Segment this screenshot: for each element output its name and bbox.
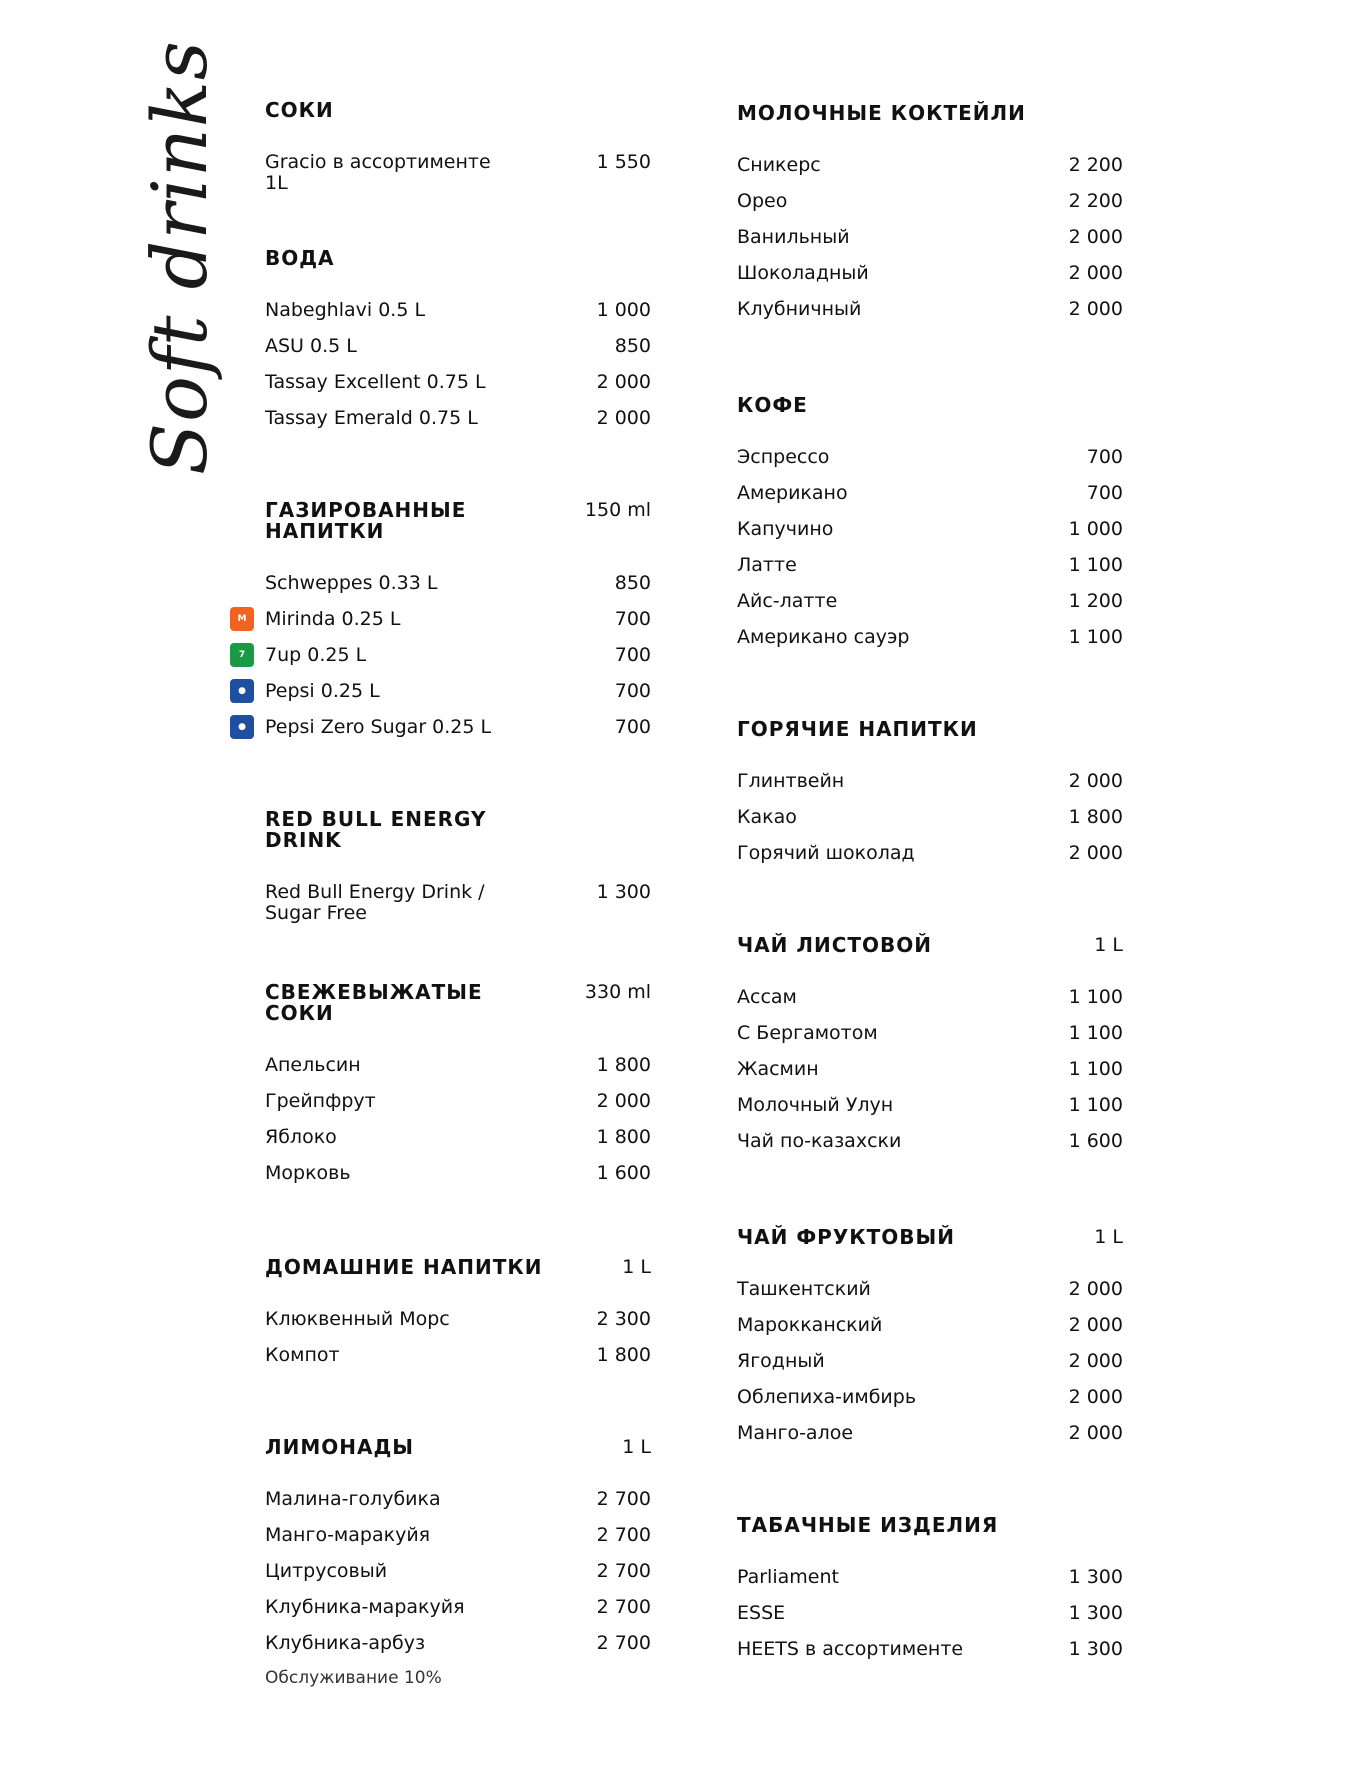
item-price: 2 300 <box>596 1308 651 1330</box>
item-name: Яблоко <box>265 1126 337 1148</box>
item-price: 1 800 <box>596 1344 651 1366</box>
item-price: 1 600 <box>596 1162 651 1184</box>
left-column <box>237 98 651 1669</box>
section-title: ЧАЙ ФРУКТОВЫЙ <box>737 1225 955 1249</box>
menu-item <box>737 1023 1123 1059</box>
item-name: Gracio в ассортименте 1L <box>265 151 491 194</box>
menu-item <box>265 573 651 609</box>
menu-item <box>737 1387 1123 1423</box>
service-charge-note: Обслуживание 10% <box>265 1668 442 1688</box>
item-price: 1 800 <box>596 1126 651 1148</box>
item-name: Tassay Excellent 0.75 L <box>265 371 486 393</box>
item-name: Клубника-маракуйя <box>265 1596 465 1618</box>
menu-section <box>737 103 1123 335</box>
section-title: ВОДА <box>265 246 335 270</box>
section-header <box>737 719 1123 740</box>
section-unit: 1 L <box>1094 1226 1123 1248</box>
item-price: 2 000 <box>1068 1314 1123 1336</box>
item-price: 1 800 <box>596 1054 651 1076</box>
item-price: 2 200 <box>1068 190 1123 212</box>
menu-item <box>737 1131 1123 1167</box>
item-name: Клубника-арбуз <box>265 1632 426 1654</box>
menu-section <box>737 395 1123 663</box>
menu-item <box>265 1525 651 1561</box>
menu-item <box>238 716 651 753</box>
section-title: ТАБАЧНЫЕ ИЗДЕЛИЯ <box>737 1513 999 1537</box>
7up-logo-icon: 7 <box>230 643 254 667</box>
item-name: Компот <box>265 1344 340 1366</box>
item-name: Манго-алое <box>737 1422 854 1444</box>
section-title: RED BULL ENERGY DRINK <box>265 807 487 852</box>
menu-section <box>265 98 651 194</box>
menu-item <box>737 771 1123 807</box>
item-name: Цитрусовый <box>265 1560 388 1582</box>
item-price: 2 000 <box>596 1090 651 1112</box>
item-price: 850 <box>614 335 651 357</box>
item-name: Жасмин <box>737 1058 819 1080</box>
item-name: Ягодный <box>737 1350 825 1372</box>
item-price: 1 100 <box>1068 1022 1123 1044</box>
item-price: 700 <box>614 608 651 630</box>
section-header <box>265 500 651 542</box>
item-name: Red Bull Energy Drink / Sugar Free <box>265 881 485 924</box>
menu-item <box>265 372 651 408</box>
menu-section <box>265 1437 651 1669</box>
menu-section <box>265 1257 651 1381</box>
item-price: 1 100 <box>1068 1058 1123 1080</box>
section-header <box>737 103 1123 124</box>
item-list <box>737 771 1123 879</box>
item-price: 2 700 <box>596 1596 651 1618</box>
item-price: 1 100 <box>1068 1094 1123 1116</box>
menu-item <box>737 447 1123 483</box>
item-name: Сникерс <box>737 154 821 176</box>
mirinda-logo-icon: M <box>230 607 254 631</box>
section-title: ДОМАШНИЕ НАПИТКИ <box>265 1255 543 1279</box>
menu-item <box>737 483 1123 519</box>
item-price: 2 000 <box>1068 770 1123 792</box>
menu-item <box>737 627 1123 663</box>
item-list <box>737 447 1123 663</box>
item-name: Айс-латте <box>737 590 838 612</box>
section-title: ГАЗИРОВАННЫЕ НАПИТКИ <box>265 498 467 543</box>
item-name: Латте <box>737 554 797 576</box>
menu-item <box>265 1091 651 1127</box>
item-name: С Бергамотом <box>737 1022 878 1044</box>
item-price: 2 000 <box>596 407 651 429</box>
item-name: Ванильный <box>737 226 850 248</box>
item-name: Mirinda 0.25 L <box>265 608 401 630</box>
item-price: 700 <box>1086 482 1123 504</box>
menu-item <box>737 227 1123 263</box>
item-name: Облепиха-имбирь <box>737 1386 917 1408</box>
item-name: Клюквенный Морс <box>265 1308 450 1330</box>
menu-item <box>737 555 1123 591</box>
item-name: ASU 0.5 L <box>265 335 357 357</box>
item-name: Pepsi 0.25 L <box>265 680 380 702</box>
item-name: Чай по-казахски <box>737 1130 902 1152</box>
menu-item <box>265 336 651 372</box>
menu-item <box>265 1561 651 1597</box>
item-name: Американо сауэр <box>737 626 910 648</box>
menu-item <box>737 1423 1123 1459</box>
section-header <box>737 1515 1123 1536</box>
item-list <box>265 1309 651 1381</box>
menu-item <box>265 1127 651 1163</box>
item-name: Капучино <box>737 518 834 540</box>
section-title: МОЛОЧНЫЕ КОКТЕЙЛИ <box>737 101 1026 125</box>
item-name: Schweppes 0.33 L <box>265 572 438 594</box>
section-header <box>265 100 651 121</box>
item-price: 2 000 <box>1068 226 1123 248</box>
menu-item <box>737 1315 1123 1351</box>
item-price: 2 700 <box>596 1560 651 1582</box>
menu-item <box>737 1603 1123 1639</box>
menu-item <box>238 680 651 717</box>
item-name: Манго-маракуйя <box>265 1524 431 1546</box>
item-name: Tassay Emerald 0.75 L <box>265 407 478 429</box>
section-header <box>265 809 651 851</box>
item-price: 2 000 <box>596 371 651 393</box>
item-name: Какао <box>737 806 797 828</box>
section-title: ГОРЯЧИЕ НАПИТКИ <box>737 717 978 741</box>
menu-item <box>265 1597 651 1633</box>
item-price: 2 700 <box>596 1488 651 1510</box>
item-list <box>265 882 651 930</box>
item-list <box>237 572 651 753</box>
item-price: 1 100 <box>1068 626 1123 648</box>
item-list <box>737 1567 1123 1675</box>
menu-section <box>737 1515 1123 1675</box>
section-title: ЛИМОНАДЫ <box>265 1435 415 1459</box>
menu-item <box>265 408 651 444</box>
section-unit: 150 ml <box>584 499 651 521</box>
pepsi-logo-icon: ● <box>230 679 254 703</box>
item-name: Орео <box>737 190 788 212</box>
section-header <box>265 248 651 269</box>
menu-item <box>737 299 1123 335</box>
item-price: 1 300 <box>596 881 651 903</box>
section-title: КОФЕ <box>737 393 808 417</box>
item-price: 1 800 <box>1068 806 1123 828</box>
section-unit: 1 L <box>1094 934 1123 956</box>
item-name: Ассам <box>737 986 797 1008</box>
section-header <box>265 982 651 1024</box>
section-title: СВЕЖЕВЫЖАТЫЕ СОКИ <box>265 980 483 1025</box>
menu-item <box>265 300 651 336</box>
item-list <box>737 987 1123 1167</box>
section-header <box>737 935 1123 956</box>
item-price: 2 000 <box>1068 842 1123 864</box>
item-price: 2 000 <box>1068 1278 1123 1300</box>
menu-item <box>237 608 651 645</box>
item-price: 850 <box>614 572 651 594</box>
right-column <box>737 103 1123 1675</box>
menu-section <box>265 809 651 930</box>
item-price: 1 000 <box>1068 518 1123 540</box>
item-name: Марокканский <box>737 1314 883 1336</box>
item-name: Морковь <box>265 1162 351 1184</box>
item-name: Nabeghlavi 0.5 L <box>265 299 426 321</box>
menu-section <box>737 935 1123 1167</box>
side-title: Soft drinks <box>135 40 224 475</box>
item-price: 2 000 <box>1068 298 1123 320</box>
item-list <box>737 155 1123 335</box>
item-price: 1 300 <box>1068 1638 1123 1660</box>
menu-item <box>265 1309 651 1345</box>
item-name: Грейпфрут <box>265 1090 376 1112</box>
item-name: Шоколадный <box>737 262 869 284</box>
item-name: Parliament <box>737 1566 839 1588</box>
item-list <box>265 300 651 444</box>
menu-item <box>737 807 1123 843</box>
item-price: 1 200 <box>1068 590 1123 612</box>
menu-item <box>737 1095 1123 1131</box>
item-price: 2 200 <box>1068 154 1123 176</box>
item-price: 1 100 <box>1068 986 1123 1008</box>
item-name: Горячий шоколад <box>737 842 915 864</box>
section-title: ЧАЙ ЛИСТОВОЙ <box>737 933 932 957</box>
section-header <box>737 1227 1123 1248</box>
item-name: ESSE <box>737 1602 786 1624</box>
menu-section <box>265 982 651 1199</box>
item-price: 1 300 <box>1068 1566 1123 1588</box>
menu-item <box>265 1489 651 1525</box>
item-name: HEETS в ассортименте <box>737 1638 964 1660</box>
item-list <box>265 1489 651 1669</box>
menu-item <box>737 1567 1123 1603</box>
item-name: Молочный Улун <box>737 1094 894 1116</box>
menu-item <box>265 151 651 194</box>
menu-item <box>737 191 1123 227</box>
menu-item <box>737 263 1123 299</box>
item-price: 2 000 <box>1068 1422 1123 1444</box>
menu-item <box>737 987 1123 1023</box>
item-price: 1 550 <box>596 151 651 173</box>
item-name: 7up 0.25 L <box>265 644 367 666</box>
menu-item <box>737 1639 1123 1675</box>
item-name: Клубничный <box>737 298 862 320</box>
section-header <box>737 395 1123 416</box>
section-unit: 1 L <box>622 1256 651 1278</box>
item-list <box>737 1279 1123 1459</box>
item-price: 2 700 <box>596 1632 651 1654</box>
menu-section <box>737 1227 1123 1459</box>
menu-item <box>737 591 1123 627</box>
menu-item <box>737 1351 1123 1387</box>
section-title: СОКИ <box>265 98 334 122</box>
item-price: 2 000 <box>1068 1386 1123 1408</box>
section-unit: 1 L <box>622 1436 651 1458</box>
item-name: Глинтвейн <box>737 770 845 792</box>
menu-item <box>737 1279 1123 1315</box>
item-price: 700 <box>614 716 651 738</box>
item-list <box>265 151 651 194</box>
menu-item <box>265 1055 651 1091</box>
menu-item <box>265 1163 651 1199</box>
section-unit: 330 ml <box>584 981 651 1003</box>
menu-item <box>737 1059 1123 1095</box>
item-name: Pepsi Zero Sugar 0.25 L <box>265 716 492 738</box>
item-name: Эспрессо <box>737 446 830 468</box>
menu-item <box>737 155 1123 191</box>
item-price: 700 <box>614 680 651 702</box>
item-name: Малина-голубика <box>265 1488 441 1510</box>
menu-item <box>737 843 1123 879</box>
menu-item <box>238 644 651 681</box>
item-name: Апельсин <box>265 1054 361 1076</box>
item-list <box>265 1055 651 1199</box>
item-name: Ташкентский <box>737 1278 871 1300</box>
item-name: Американо <box>737 482 848 504</box>
menu-item <box>265 882 651 930</box>
item-price: 700 <box>1086 446 1123 468</box>
section-header <box>265 1257 651 1278</box>
item-price: 1 100 <box>1068 554 1123 576</box>
menu-section <box>237 498 651 753</box>
menu-section <box>737 719 1123 879</box>
section-header <box>265 1437 651 1458</box>
item-price: 700 <box>614 644 651 666</box>
item-price: 1 300 <box>1068 1602 1123 1624</box>
item-price: 2 000 <box>1068 262 1123 284</box>
item-price: 2 000 <box>1068 1350 1123 1372</box>
menu-item <box>265 1345 651 1381</box>
menu-item <box>737 519 1123 555</box>
item-price: 2 700 <box>596 1524 651 1546</box>
menu-item <box>265 1633 651 1669</box>
item-price: 1 000 <box>596 299 651 321</box>
pepsi-logo-icon: ● <box>230 715 254 739</box>
menu-section <box>265 248 651 444</box>
item-price: 1 600 <box>1068 1130 1123 1152</box>
